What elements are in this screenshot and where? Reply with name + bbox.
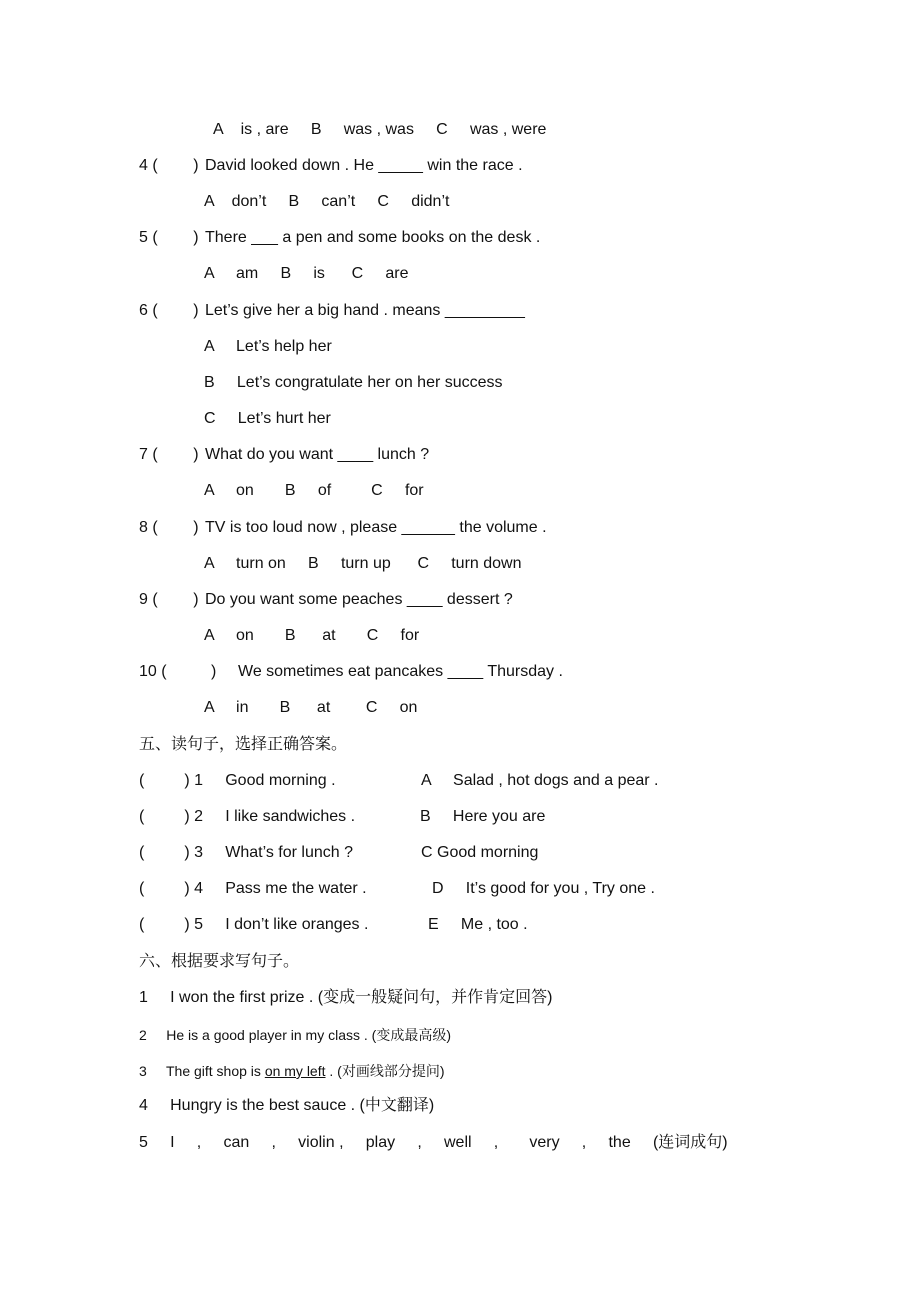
- q6-question: Let’s give her a big hand . means _________: [205, 302, 525, 319]
- match-right-d: D It’s good for you , Try one .: [432, 880, 655, 897]
- rewrite-item-4: 4 Hungry is the best sauce . (中文翻译): [139, 1097, 435, 1114]
- q8-number: 8 ( ): [139, 519, 199, 536]
- q7-number: 7 ( ): [139, 446, 199, 463]
- rewrite-item-3-suffix: . (对画线部分提问): [325, 1063, 445, 1079]
- q8-options: A turn on B turn up C turn down: [204, 555, 522, 572]
- underlined-phrase: on my left: [264, 1063, 326, 1079]
- q10-question: We sometimes eat pancakes ____ Thursday .: [238, 663, 563, 680]
- q6-option-a: A Let’s help her: [204, 338, 332, 355]
- match-right-a: A Salad , hot dogs and a pear .: [421, 772, 659, 789]
- q3-options: A is , are B was , was C was , were: [213, 121, 547, 138]
- q10-number: 10 ( ): [139, 663, 217, 680]
- q6-option-c: C Let’s hurt her: [204, 410, 331, 427]
- section5-title: 五、读句子，选择正确答案。: [139, 736, 348, 753]
- match-left-2: ( ) 2 I like sandwiches .: [139, 808, 356, 825]
- match-right-e: E Me , too .: [428, 916, 528, 933]
- section6-title: 六、根据要求写句子。: [139, 953, 300, 970]
- q9-options: A on B at C for: [204, 627, 420, 644]
- q7-question: What do you want ____ lunch ?: [205, 446, 430, 463]
- rewrite-item-1: 1 I won the first prize . (变成一般疑问句，并作肯定回答): [139, 989, 553, 1006]
- match-right-b: B Here you are: [420, 808, 546, 825]
- q9-number: 9 ( ): [139, 591, 199, 608]
- match-left-4: ( ) 4 Pass me the water .: [139, 880, 367, 897]
- q7-options: A on B of C for: [204, 482, 424, 499]
- rewrite-item-5: 5 I , can , violin , play , well , very , the (连词成句): [139, 1134, 728, 1151]
- q9-question: Do you want some peaches ____ dessert ?: [205, 591, 513, 608]
- q5-options: A am B is C are: [204, 265, 409, 282]
- match-left-1: ( ) 1 Good morning .: [139, 772, 336, 789]
- match-right-c: C Good morning: [421, 844, 539, 861]
- rewrite-item-3: [139, 1061, 445, 1081]
- q4-options: A don’t B can’t C didn’t: [204, 193, 450, 210]
- q4-question: David looked down . He _____ win the race .: [205, 157, 523, 174]
- q6-option-b: B Let’s congratulate her on her success: [204, 374, 503, 391]
- q4-number: 4 ( ): [139, 157, 199, 174]
- match-left-5: ( ) 5 I don’t like oranges .: [139, 916, 369, 933]
- q5-number: 5 ( ): [139, 229, 199, 246]
- rewrite-item-3-prefix: 3 The gift shop is: [139, 1063, 265, 1079]
- q8-question: TV is too loud now , please ______ the volume .: [205, 519, 547, 536]
- q5-question: There ___ a pen and some books on the desk .: [205, 229, 541, 246]
- q6-number: 6 ( ): [139, 302, 199, 319]
- match-left-3: ( ) 3 What’s for lunch ?: [139, 844, 353, 861]
- q10-options: A in B at C on: [204, 699, 418, 716]
- rewrite-item-2: 2 He is a good player in my class . (变成最高级): [139, 1027, 451, 1043]
